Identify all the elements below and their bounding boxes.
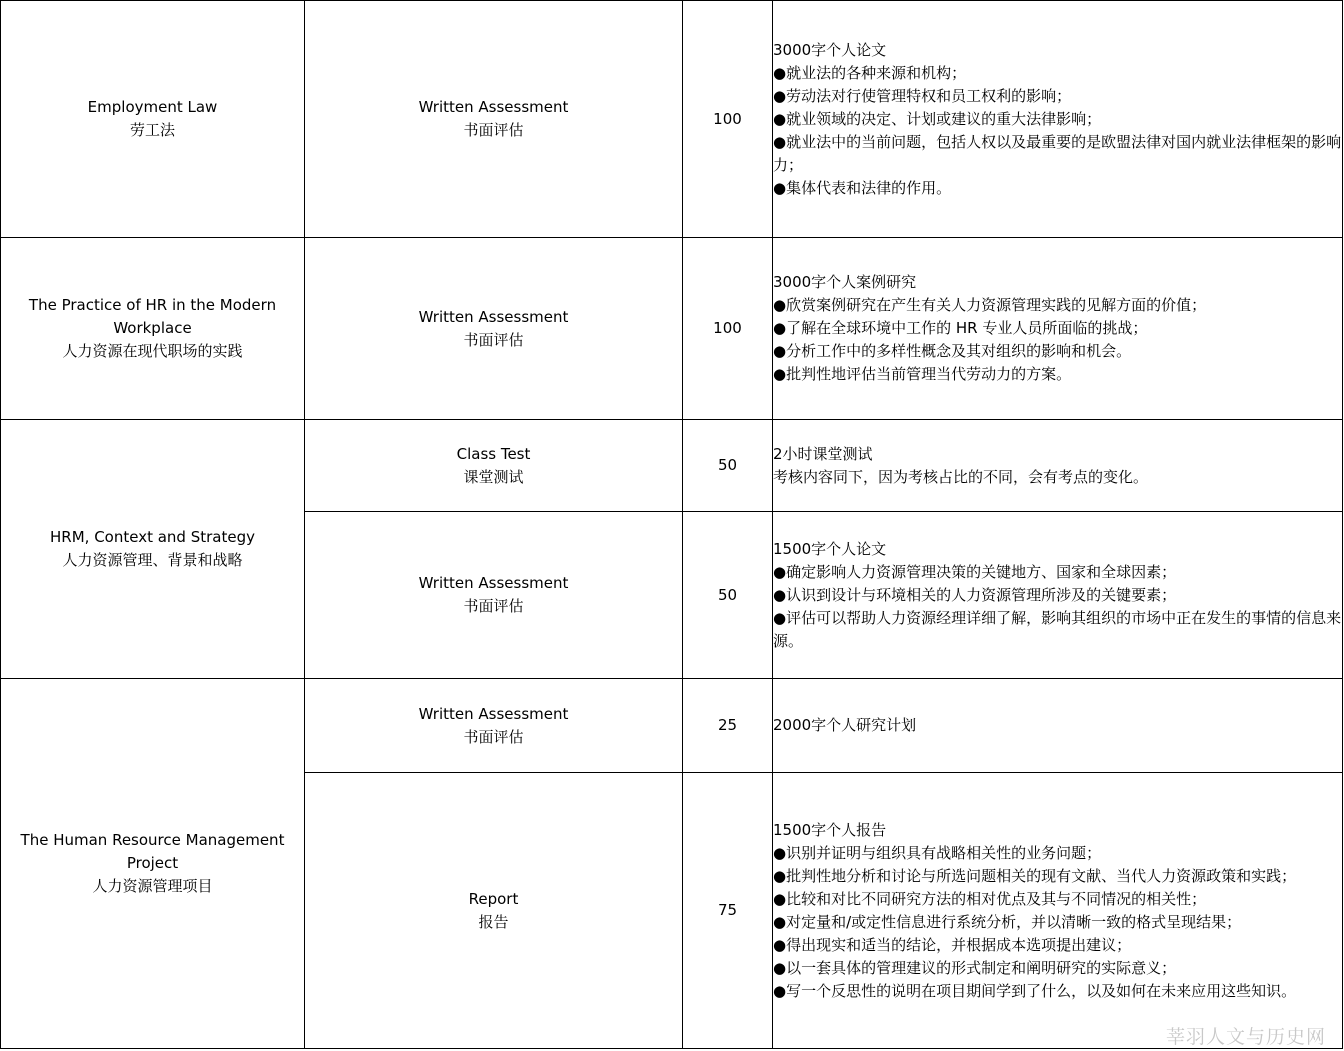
detail-line: ●认识到设计与环境相关的人力资源管理所涉及的关键要素； xyxy=(773,585,1177,604)
weight-cell: 25 xyxy=(683,679,773,773)
module-name-en: HRM, Context and Strategy xyxy=(50,528,255,546)
module-cell xyxy=(1,1,305,238)
assessment-type-cell xyxy=(305,420,683,512)
detail-line: 2000字个人研究计划 xyxy=(773,716,917,734)
detail-line: 2小时课堂测试 xyxy=(773,444,873,463)
detail-line: ●批判性地评估当前管理当代劳动力的方案。 xyxy=(773,365,1072,383)
assessment-type-en: Written Assessment xyxy=(418,307,569,326)
detail-line: 考核内容同下，因为考核占比的不同，会有考点的变化。 xyxy=(773,467,1149,486)
detail-line: ●得出现实和适当的结论，并根据成本选项提出建议； xyxy=(773,935,1132,954)
detail-line: ●写一个反思性的说明在项目期间学到了什么，以及如何在未来应用这些知识。 xyxy=(773,981,1297,1000)
detail-line: 1500字个人论文 xyxy=(773,539,887,558)
module-name-cn: 人力资源在现代职场的实践 xyxy=(62,342,243,360)
detail-line: ●确定影响人力资源管理决策的关键地方、国家和全球因素； xyxy=(773,562,1177,581)
details-cell xyxy=(773,773,1343,1049)
assessment-type-cn: 书面评估 xyxy=(463,330,524,349)
assessment-type-cn: 书面评估 xyxy=(463,597,524,615)
assessment-type-cn: 书面评估 xyxy=(463,727,524,746)
assessment-type-en: Written Assessment xyxy=(418,704,569,723)
module-name-en: The Practice of HR in the Modern Workplace xyxy=(28,296,277,337)
assessment-type-cell xyxy=(305,512,683,679)
module-name-cn: 人力资源管理项目 xyxy=(92,877,213,895)
module-name-en: Employment Law xyxy=(87,98,218,116)
details-cell xyxy=(773,238,1343,420)
detail-line: ●就业领域的决定、计划或建议的重大法律影响； xyxy=(773,109,1102,128)
assessment-type-en: Written Assessment xyxy=(418,574,569,592)
weight-cell: 100 xyxy=(683,1,773,238)
detail-line: ●评估可以帮助人力资源经理详细了解，影响其组织的市场中正在发生的事情的信息来源。 xyxy=(773,608,1342,650)
detail-line: 3000字个人论文 xyxy=(773,40,887,59)
details-cell xyxy=(773,512,1343,679)
module-name-en: The Human Resource Management Project xyxy=(20,831,285,872)
module-name-cn: 人力资源管理、背景和战略 xyxy=(62,551,243,569)
assessment-type-cell xyxy=(305,1,683,238)
detail-line: ●集体代表和法律的作用。 xyxy=(773,178,952,197)
module-cell xyxy=(1,420,305,679)
detail-line: ●就业法中的当前问题，包括人权以及最重要的是欧盟法律对国内就业法律框架的影响力； xyxy=(773,132,1342,174)
assessment-type-en: Report xyxy=(468,889,519,908)
detail-line: ●分析工作中的多样性概念及其对组织的影响和机会。 xyxy=(773,342,1132,360)
detail-line: ●对定量和/或定性信息进行系统分析，并以清晰一致的格式呈现结果； xyxy=(773,912,1242,931)
module-name-cn: 劳工法 xyxy=(129,121,175,139)
assessment-type-cn: 报告 xyxy=(478,912,509,931)
table-row xyxy=(1,1,1343,238)
module-cell xyxy=(1,679,305,1049)
assessment-type-en: Class Test xyxy=(456,444,531,463)
weight-cell: 50 xyxy=(683,512,773,679)
table-row xyxy=(1,420,1343,512)
assessment-type-cell xyxy=(305,238,683,420)
assessment-type-cell xyxy=(305,679,683,773)
detail-line: ●批判性地分析和讨论与所选问题相关的现有文献、当代人力资源政策和实践； xyxy=(773,866,1297,885)
site-watermark: 莘羽人文与历史网 xyxy=(1165,1026,1326,1048)
weight-cell: 50 xyxy=(683,420,773,512)
detail-line: ●比较和对比不同研究方法的相对优点及其与不同情况的相关性； xyxy=(773,889,1207,908)
assessment-type-cn: 书面评估 xyxy=(463,121,524,139)
detail-line: 3000字个人案例研究 xyxy=(773,273,917,291)
detail-line: ●以一套具体的管理建议的形式制定和阐明研究的实际意义； xyxy=(773,958,1177,977)
details-cell xyxy=(773,420,1343,512)
detail-line: ●欣赏案例研究在产生有关人力资源管理实践的见解方面的价值； xyxy=(773,296,1207,314)
table-row xyxy=(1,238,1343,420)
detail-line: 1500字个人报告 xyxy=(773,820,887,839)
detail-line: ●了解在全球环境中工作的 HR 专业人员所面临的挑战； xyxy=(773,319,1148,337)
detail-line: ●就业法的各种来源和机构； xyxy=(773,63,967,82)
assessment-type-cell xyxy=(305,773,683,1049)
module-cell xyxy=(1,238,305,420)
assessment-type-cn: 课堂测试 xyxy=(463,467,524,486)
detail-line: ●劳动法对行使管理特权和员工权利的影响； xyxy=(773,86,1072,105)
weight-cell: 100 xyxy=(683,238,773,420)
details-cell xyxy=(773,679,1343,773)
details-cell xyxy=(773,1,1343,238)
weight-cell: 75 xyxy=(683,773,773,1049)
assessment-type-en: Written Assessment xyxy=(418,98,569,116)
table-row xyxy=(1,679,1343,773)
detail-line: ●识别并证明与组织具有战略相关性的业务问题； xyxy=(773,843,1102,862)
